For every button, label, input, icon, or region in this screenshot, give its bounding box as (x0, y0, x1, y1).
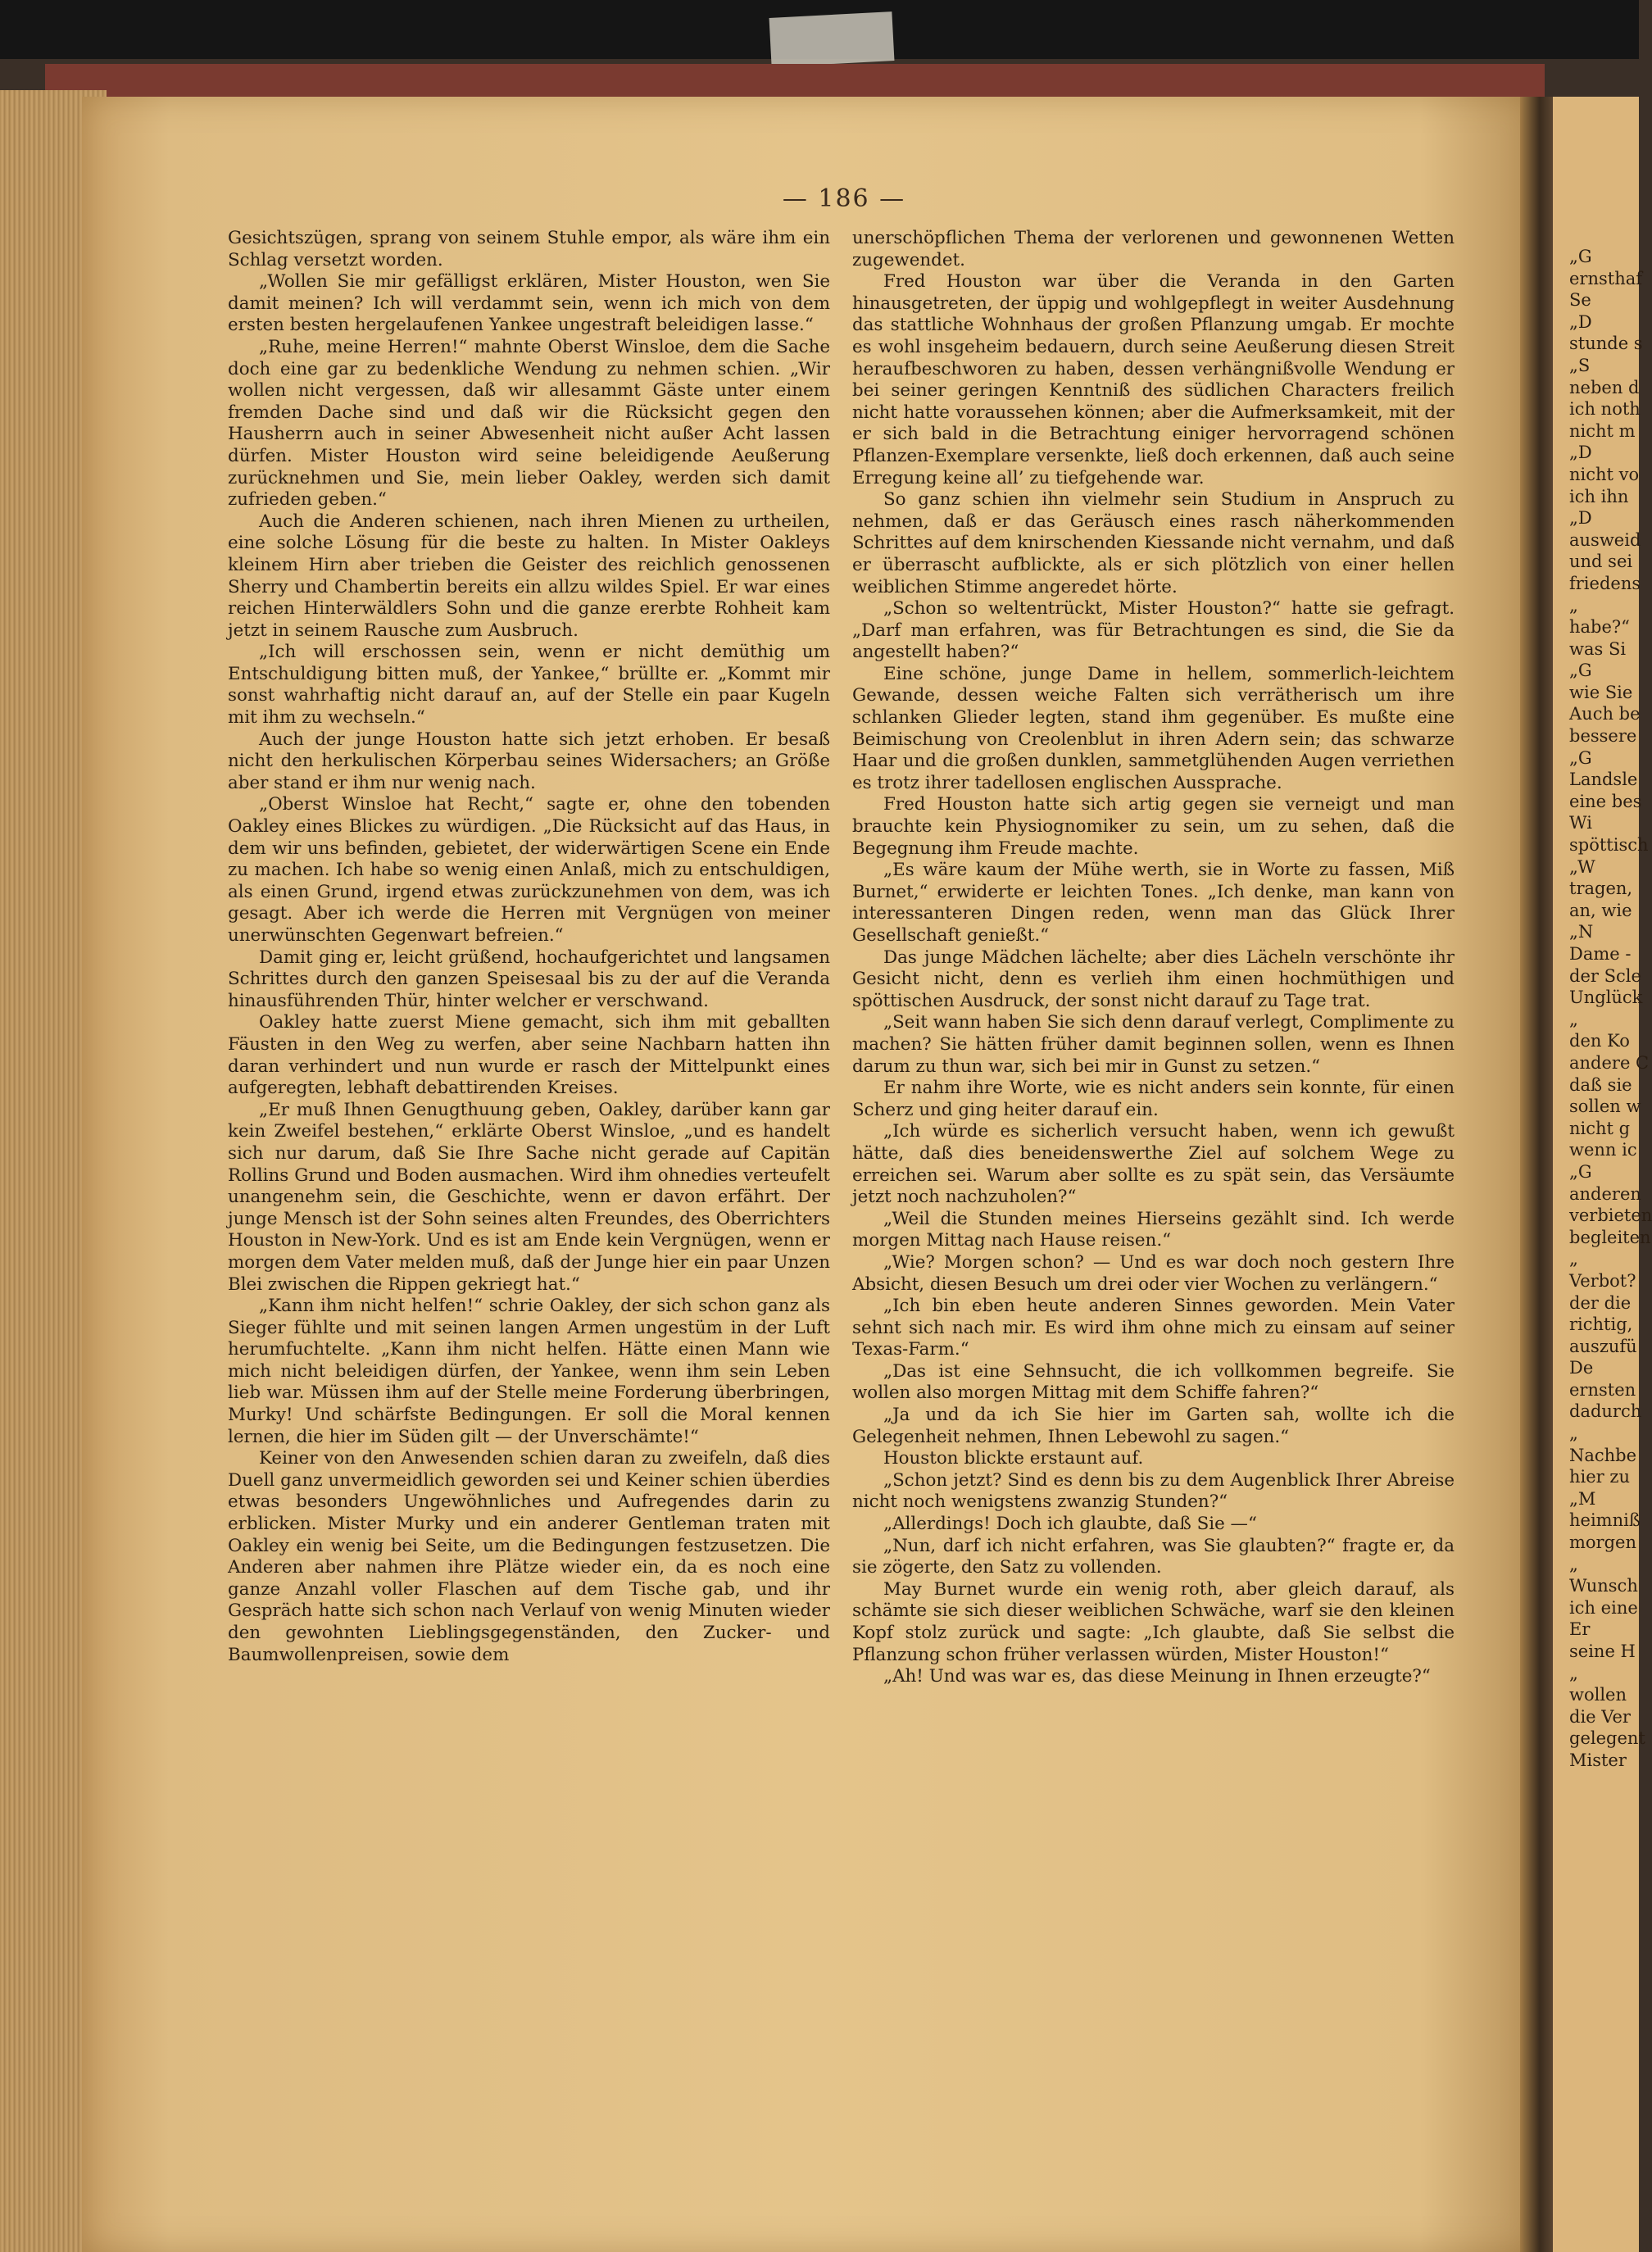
adjacent-page-line: „G (1569, 1161, 1592, 1182)
adjacent-page-line: Er (1569, 1619, 1591, 1640)
adjacent-page-line: Landsle (1569, 770, 1638, 790)
adjacent-page-line: wollen (1569, 1685, 1627, 1705)
adjacent-page-line: „ (1569, 1663, 1578, 1683)
adjacent-page-line: friedens (1569, 573, 1641, 593)
adjacent-page-line: ich ihn (1569, 486, 1629, 506)
adjacent-page-line: an, wie (1569, 900, 1632, 920)
adjacent-page-line: „D (1569, 443, 1592, 463)
adjacent-page-line: „ (1569, 1249, 1578, 1269)
paragraph: Keiner von den Anwesenden schien daran zu zweifeln, daß dies Duell ganz unvermeidlich geworden sei und Keiner schien überdies etwas besonders Ungewöhnliches und Aufregendes darin zu erblicken. Mister Murky und ein anderer Gentleman traten mit Oakley ein wenig bei Seite, um die Bedingungen festzusetzen. Die Anderen aber nahmen ihre Plätze wieder ein, da es noch eine ganze Anzahl voller Flaschen auf dem Tische gab, und ihr Gespräch hatte sich schon nach Verlauf von wenig Minuten wieder den gewohnten Lieblingsgegenständen, den Zucker- und Baumwollenpreisen, sowie dem (228, 1448, 830, 1665)
adjacent-page-line: begleiten (1569, 1227, 1651, 1247)
adjacent-page-line: morgen (1569, 1532, 1636, 1553)
paragraph: „Seit wann haben Sie sich denn darauf verlegt, Complimente zu machen? Sie hätten früher damit beginnen sollen, wenn es Ihnen darum zu thun war, sich bei mir in Gunst zu setzen.“ (852, 1012, 1455, 1077)
paragraph: Gesichtszügen, sprang von seinem Stuhle empor, als wäre ihm ein Schlag versetzt worden. (228, 228, 830, 270)
adjacent-page-line: Nachbe (1569, 1445, 1637, 1465)
paragraph: „Ruhe, meine Herren!“ mahnte Oberst Winsloe, dem die Sache doch eine gar zu bedenkliche Wendung zu nehmen schien. „Wir wollen nicht vergessen, daß wir allesammt Gäste unter einem fremden Dache sind und daß wir die Rücksicht gegen den Hausherrn auch in seiner Abwesenheit nicht außer Acht lassen dürfen. Mister Houston wird seine beleidigende Aeußerung zurücknehmen und Sie, mein lieber Oakley, werden sich damit zufrieden geben.“ (228, 336, 830, 511)
adjacent-page-line: „D (1569, 508, 1592, 529)
adjacent-page-line: gelegent (1569, 1728, 1645, 1749)
page-number: — 186 — (782, 184, 906, 213)
adjacent-page-line: wie Sie (1569, 682, 1633, 702)
paragraph: „Ich will erschossen sein, wenn er nicht demüthig um Entschuldigung bitten muß, der Yankee,“ brüllte er. „Kommt mir sonst wahrhaftig nicht darauf an, auf der Stelle ein paar Kugeln mit ihm zu wechseln.“ (228, 642, 830, 729)
adjacent-page-line: Mister (1569, 1750, 1627, 1770)
adjacent-page-line: bessere (1569, 726, 1637, 747)
paragraph: Er nahm ihre Worte, wie es nicht anders sein konnte, für einen Scherz und ging heiter darauf ein. (852, 1078, 1455, 1120)
adjacent-page-text (1569, 246, 1652, 1772)
paragraph: Fred Houston war über die Veranda in den Garten hinausgetreten, der üppig und wohlgepflegt in weiter Ausdehnung das stattliche Wohnhaus der großen Pflanzung umgab. Er mochte es wohl insgeheim bedauern, durch seine Aeußerung diesen Streit heraufbeschworen zu haben, dessen verhängnißvolle Wendung er bei seiner geringen Kenntniß des südlichen Characters freilich nicht hatte voraussehen können; aber die Aufmerksamkeit, mit der er sich bald in die Betrachtung einiger hervorragend schönen Pflanzen-Exemplare versenkte, ließ doch erkennen, daß auch seine Erregung keine all’ zu tiefgehende war. (852, 271, 1455, 488)
adjacent-page-line: Verbot? (1569, 1270, 1636, 1291)
adjacent-page-line: De (1569, 1358, 1594, 1378)
paragraph: „Schon so weltentrückt, Mister Houston?“ hatte sie gefragt. „Darf man erfahren, was für Betrachtungen es sind, die Sie da angestellt haben?“ (852, 598, 1455, 663)
adjacent-page-line: „N (1569, 922, 1594, 942)
adjacent-page-line: Wunsch (1569, 1576, 1638, 1596)
right-text-column (852, 228, 1455, 1688)
paragraph: „Das ist eine Sehnsucht, die ich vollkommen begreife. Sie wollen also morgen Mittag mit dem Schiffe fahren?“ (852, 1360, 1455, 1404)
paragraph: Eine schöne, junge Dame in hellem, sommerlich-leichtem Gewande, dessen weiche Falten sich verrätherisch um ihre schlanken Glieder legten, stand ihm gegenüber. Es mußte eine Beimischung von Creolenblut in ihren Adern sein; das schwarze Haar und die großen dunklen, sammetglühenden Augen verriethen es trotz ihrer tadellosen englischen Aussprache. (852, 663, 1455, 793)
book-cover-edge (45, 64, 1545, 100)
paragraph: unerschöpflichen Thema der verlorenen und gewonnenen Wetten zugewendet. (852, 228, 1455, 270)
paragraph: May Burnet wurde ein wenig roth, aber gleich darauf, als schämte sie sich dieser weiblichen Schwäche, warf sie den kleinen Kopf stolz zurück und sagte: „Ich glaubte, daß Sie selbst die Pflanzung schon früher verlassen würden, Mister Houston!“ (852, 1578, 1455, 1665)
adjacent-page-line: „M (1569, 1488, 1596, 1509)
paragraph: Houston blickte erstaunt auf. (883, 1448, 1144, 1469)
adjacent-page-line: „ (1569, 595, 1578, 615)
adhesive-tape (769, 11, 895, 67)
paragraph: „Schon jetzt? Sind es denn bis zu dem Augenblick Ihrer Abreise nicht noch wenigstens zwanzig Stunden?“ (852, 1469, 1455, 1513)
left-text-column (228, 228, 830, 1666)
paragraph: „Er muß Ihnen Genugthuung geben, Oakley, darüber kann gar kein Zweifel bestehen,“ erklärte Oberst Winsloe, „und es handelt sich nur darum, daß Sie Ihre Sache nicht gerade auf Capitän Rollins Grund und Boden ausmachen. Wird ihm ohnedies verteufelt unangenehm sein, die Geschichte, wenn er davon erfährt. Der junge Mensch ist der Sohn seines alten Freundes, des Oberrichters Houston in New-York. Und es ist am Ende kein Vergnügen, wenn er morgen dem Vater melden muß, daß der Junge hier ein paar Unzen Blei zwischen die Rippen gekriegt hat.“ (228, 1099, 830, 1295)
adjacent-page-line: hier zu (1569, 1467, 1630, 1487)
adjacent-page-line: richtig, (1569, 1314, 1633, 1335)
adjacent-page-line: spöttisch (1569, 835, 1649, 856)
adjacent-page-line: den Ko (1569, 1031, 1630, 1051)
paragraph: „Allerdings! Doch ich glaubte, daß Sie —“ (883, 1514, 1257, 1535)
adjacent-page-line: andere C (1569, 1052, 1650, 1073)
adjacent-page-line: anderen (1569, 1183, 1641, 1204)
adjacent-page-line: ausweid (1569, 529, 1641, 550)
adjacent-page-line: der die (1569, 1292, 1632, 1313)
adjacent-page-line: nicht g (1569, 1118, 1631, 1138)
paragraph: Fred Houston hatte sich artig gegen sie verneigt und man brauchte kein Physiognomiker zu sein, um zu sehen, daß die Begegnung ihm Freude machte. (852, 794, 1455, 859)
adjacent-page-line: heimniß (1569, 1510, 1641, 1531)
adjacent-page-line: Unglück (1569, 988, 1643, 1008)
adjacent-page-line: „G (1569, 247, 1592, 266)
paragraph: Auch der junge Houston hatte sich jetzt erhoben. Er besaß nicht den herkulischen Körperbau seines Widersachers; an Größe aber stand er ihm nur wenig nach. (228, 729, 830, 793)
adjacent-page-line: stunde s (1569, 334, 1643, 354)
paragraph: „Wie? Morgen schon? — Und es war doch noch gestern Ihre Absicht, diesen Besuch um drei oder vier Wochen zu verlängern.“ (852, 1251, 1455, 1295)
adjacent-page-line: ich eine (1569, 1597, 1638, 1618)
adjacent-page-line: „ (1569, 1423, 1578, 1444)
adjacent-page-line: „D (1569, 311, 1592, 332)
adjacent-page-line: Auch be (1569, 704, 1641, 724)
adjacent-page-line: wenn ic (1569, 1140, 1637, 1160)
paragraph: „Ah! Und was war es, das diese Meinung in Ihnen erzeugte?“ (883, 1666, 1431, 1687)
adjacent-page-line: ich noth (1569, 399, 1641, 420)
adjacent-page-line: dadurch (1569, 1401, 1642, 1422)
book-gutter (1520, 97, 1553, 2252)
paragraph: „Oberst Winsloe hat Recht,“ sagte er, ohne den tobenden Oakley eines Blickes zu würdigen. „Die Rücksicht auf das Haus, in dem wir uns befinden, gebietet, der widerwärtigen Scene ein Ende zu machen. Ich habe so wenig einen Anlaß, mich zu entschuldigen, als einen Grund, irgend etwas zurückzunehmen von dem, was ich gesagt. Aber ich werde die Herren mit Vergnügen von meiner unerwünschten Gegenwart befreien.“ (228, 794, 830, 946)
adjacent-page-line: sollen w (1569, 1096, 1641, 1117)
paragraph: „Ja und da ich Sie hier im Garten sah, wollte ich die Gelegenheit nehmen, Ihnen Lebewohl zu sagen.“ (852, 1405, 1455, 1447)
adjacent-page-line: und sei (1569, 552, 1633, 572)
adjacent-page-line: nicht vo (1569, 464, 1640, 484)
paragraph: Auch die Anderen schienen, nach ihren Mienen zu urtheilen, eine solche Lösung für die beste zu halten. In Mister Oakleys kleinem Hirn aber trieben die Geister des reichlich genossenen Sherry und Chambertin bereits ein allzu wildes Spiel. Er war eines reichen Hinterwäldlers Sohn und die ganze ererbte Rohheit kam jetzt in seinem Rausche zum Ausbruch. (228, 511, 830, 641)
adjacent-page-line: Wi (1569, 813, 1592, 833)
adjacent-page-line: Dame - (1569, 944, 1632, 964)
adjacent-page-line: die Ver (1569, 1706, 1631, 1727)
paragraph: „Kann ihm nicht helfen!“ schrie Oakley, der sich schon ganz als Sieger fühlte und mit seinen langen Armen ungestüm in der Luft herumfuchtelte. „Kann ihm nicht helfen. Hätte einen Mann wie mich nicht beleidigen dürfen, der Yankee, wenn ihm sein Leben lieb war. Müssen ihm auf der Stelle meine Forderung überbringen, Murky! Und schärfste Bedingungen. Er soll die Moral kennen lernen, die hier im Süden gilt — der Unverschämte!“ (228, 1296, 830, 1447)
adjacent-page-line: ernsten (1569, 1379, 1636, 1400)
adjacent-page-line: auszufü (1569, 1336, 1637, 1356)
adjacent-page-line: „ (1569, 1554, 1578, 1574)
paragraph: „Es wäre kaum der Mühe werth, sie in Worte zu fassen, Miß Burnet,“ erwiderte er leichten Tones. „Ich denke, man kann von interessanteren Dingen reden, wenn man das Glück Ihrer Gesellschaft genießt.“ (852, 860, 1455, 946)
adjacent-page-line: der Scle (1569, 965, 1641, 986)
adjacent-page-line: „W (1569, 856, 1595, 877)
adjacent-page-line: „G (1569, 661, 1592, 681)
adjacent-page-line: „ (1569, 1009, 1578, 1029)
adjacent-page-line: „G (1569, 747, 1592, 768)
adjacent-page-line: neben d (1569, 377, 1640, 397)
paragraph: „Ich bin eben heute anderen Sinnes geworden. Mein Vater sehnt sich nach mir. Es wird ihm ohne mich zu einsam auf seiner Texas-Farm.“ (852, 1296, 1455, 1360)
adjacent-page-line: nicht m (1569, 420, 1636, 441)
adjacent-page-line: eine bes (1569, 791, 1642, 811)
adjacent-page-line: „S (1569, 355, 1591, 375)
paragraph: „Nun, darf ich nicht erfahren, was Sie glaubten?“ fragte er, da sie zögerte, den Satz zu vollenden. (852, 1535, 1455, 1578)
paragraph: „Wollen Sie mir gefälligst erklären, Mister Houston, wen Sie damit meinen? Ich will verdammt sein, wenn ich mich von dem ersten besten hergelaufenen Yankee ungestraft beleidigen lasse.“ (228, 271, 830, 336)
paragraph: Oakley hatte zuerst Miene gemacht, sich ihm mit geballten Fäusten in den Weg zu werfen, aber seine Nachbarn hatten ihn daran verhindert und nun wurde er rasch der Mittelpunkt eines aufgeregten, lebhaft debattirenden Kreises. (228, 1012, 830, 1099)
adjacent-page-line: tragen, (1569, 879, 1633, 899)
paragraph: So ganz schien ihn vielmehr sein Studium in Anspruch zu nehmen, daß er das Geräusch eines rasch näherkommenden Schrittes auf dem knirschenden Kiessande nicht vernahm, und daß er überrascht aufblickte, als er sich plötzlich von einer hellen weiblichen Stimme angeredet hörte. (852, 489, 1455, 597)
paragraph: „Weil die Stunden meines Hierseins gezählt sind. Ich werde morgen Mittag nach Hause reisen.“ (852, 1208, 1455, 1251)
paragraph: „Ich würde es sicherlich versucht haben, wenn ich gewußt hätte, daß dies beneidenswerthe Ziel auf solchem Wege zu erreichen sei. Warum aber sollte es zu spät sein, das Versäumte jetzt noch nachzuholen?“ (852, 1121, 1455, 1208)
adjacent-page-line: Se (1569, 290, 1591, 311)
adjacent-page-line: ernsthaf (1569, 268, 1643, 288)
paragraph: Damit ging er, leicht grüßend, hochaufgerichtet und langsamen Schrittes durch den ganzen Speisesaal bis zu der auf die Veranda hinausführenden Thür, hinter welcher er verschwand. (228, 947, 830, 1011)
adjacent-page-line: was Si (1569, 638, 1627, 659)
adjacent-page-line: habe?“ (1569, 617, 1630, 638)
adjacent-page-line: seine H (1569, 1641, 1636, 1661)
adjacent-page-line: daß sie (1569, 1074, 1632, 1095)
adjacent-page-line: verbieten (1569, 1205, 1652, 1226)
paragraph: Das junge Mädchen lächelte; aber dies Lächeln verschönte ihr Gesicht nicht, denn es verlieh ihm einen hochmüthigen und spöttischen Ausdruck, der sonst nicht darauf zu Tage trat. (852, 947, 1455, 1011)
